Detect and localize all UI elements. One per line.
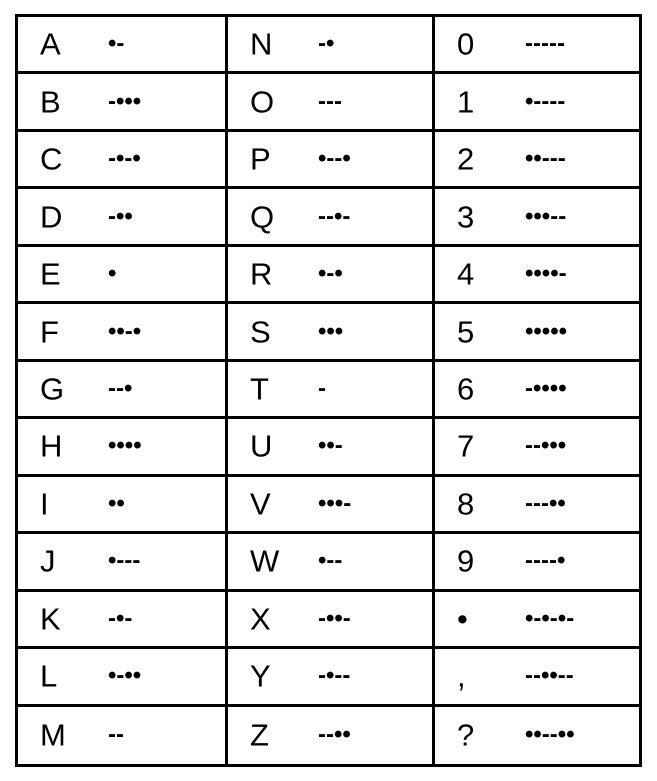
character-label: 5 bbox=[457, 314, 475, 350]
morse-code-label: •--• bbox=[318, 145, 351, 173]
table-cell bbox=[18, 247, 228, 304]
character-label: ? bbox=[457, 717, 475, 753]
morse-code-label: --•- bbox=[318, 202, 351, 230]
character-label: X bbox=[250, 601, 271, 637]
morse-code-label: -••• bbox=[108, 87, 142, 115]
morse-code-label: •• bbox=[108, 489, 125, 517]
character-label: E bbox=[40, 256, 61, 292]
character-label: 1 bbox=[457, 84, 475, 120]
morse-code-label: -••- bbox=[318, 604, 351, 632]
morse-code-label: ••--•• bbox=[525, 721, 575, 749]
table-cell bbox=[435, 132, 639, 189]
morse-code-label: -- bbox=[108, 721, 124, 749]
morse-code-label: ••• bbox=[318, 317, 344, 345]
table-cell bbox=[18, 707, 228, 764]
morse-code-label: ••--- bbox=[525, 145, 566, 173]
table-cell bbox=[435, 189, 639, 246]
character-label: C bbox=[40, 141, 63, 177]
character-label: • bbox=[457, 601, 468, 637]
character-label: G bbox=[40, 371, 65, 407]
character-label: F bbox=[40, 314, 59, 350]
table-cell bbox=[228, 649, 435, 706]
table-cell bbox=[435, 362, 639, 419]
character-label: 3 bbox=[457, 199, 475, 235]
morse-code-label: ---•• bbox=[525, 489, 566, 517]
table-cell bbox=[228, 592, 435, 649]
morse-code-label: --- bbox=[318, 87, 342, 115]
character-label: Q bbox=[250, 199, 275, 235]
morse-code-label: -• bbox=[318, 30, 335, 58]
morse-code-label: ••••- bbox=[525, 260, 567, 288]
character-label: A bbox=[40, 26, 61, 62]
morse-code-label: -•• bbox=[108, 202, 133, 230]
morse-code-label: •••- bbox=[318, 489, 352, 517]
table-cell bbox=[18, 304, 228, 361]
character-label: H bbox=[40, 428, 63, 464]
morse-code-label: -•- bbox=[108, 604, 133, 632]
character-label: J bbox=[40, 543, 56, 579]
character-label: , bbox=[457, 658, 466, 694]
table-cell bbox=[18, 189, 228, 246]
table-cell bbox=[435, 74, 639, 131]
table-cell bbox=[18, 534, 228, 591]
character-label: V bbox=[250, 486, 271, 522]
morse-code-label: --• bbox=[108, 374, 133, 402]
morse-code-label: •--- bbox=[108, 547, 141, 575]
morse-code-label: •-•• bbox=[108, 662, 142, 690]
table-cell bbox=[18, 362, 228, 419]
table-cell bbox=[228, 247, 435, 304]
table-cell bbox=[228, 17, 435, 74]
character-label: R bbox=[250, 256, 273, 292]
table-cell bbox=[435, 534, 639, 591]
morse-code-label: - bbox=[318, 374, 326, 402]
morse-code-label: •-- bbox=[318, 547, 343, 575]
table-cell bbox=[435, 247, 639, 304]
character-label: 9 bbox=[457, 543, 475, 579]
table-cell bbox=[228, 304, 435, 361]
table-cell bbox=[228, 74, 435, 131]
table-cell bbox=[435, 419, 639, 476]
morse-code-label: •••-- bbox=[525, 202, 567, 230]
table-cell bbox=[435, 17, 639, 74]
morse-code-label: ••-• bbox=[108, 317, 142, 345]
morse-code-label: -•-- bbox=[318, 662, 351, 690]
morse-code-label: --•• bbox=[318, 721, 351, 749]
table-cell bbox=[435, 477, 639, 534]
morse-code-label: --••• bbox=[525, 432, 567, 460]
character-label: M bbox=[40, 717, 66, 753]
character-label: 6 bbox=[457, 371, 475, 407]
morse-code-label: •-•-•- bbox=[525, 604, 575, 632]
table-cell bbox=[228, 419, 435, 476]
table-cell bbox=[18, 419, 228, 476]
table-cell bbox=[228, 534, 435, 591]
table-cell bbox=[228, 477, 435, 534]
morse-code-label: ----• bbox=[525, 547, 566, 575]
table-cell bbox=[435, 707, 639, 764]
table-cell bbox=[18, 649, 228, 706]
character-label: 4 bbox=[457, 256, 475, 292]
morse-code-label: --••-- bbox=[525, 662, 574, 690]
table-cell bbox=[228, 189, 435, 246]
morse-code-label: ••••• bbox=[525, 317, 568, 345]
character-label: N bbox=[250, 26, 273, 62]
character-label: I bbox=[40, 486, 49, 522]
character-label: 2 bbox=[457, 141, 475, 177]
character-label: W bbox=[250, 543, 280, 579]
character-label: T bbox=[250, 371, 269, 407]
character-label: S bbox=[250, 314, 271, 350]
morse-code-label: •••• bbox=[108, 432, 142, 460]
morse-code-label: -•••• bbox=[525, 374, 567, 402]
character-label: Z bbox=[250, 717, 269, 753]
character-label: O bbox=[250, 84, 275, 120]
table-cell bbox=[18, 477, 228, 534]
morse-code-label: ----- bbox=[525, 30, 565, 58]
table-cell bbox=[228, 707, 435, 764]
character-label: D bbox=[40, 199, 63, 235]
table-cell bbox=[18, 132, 228, 189]
table-cell bbox=[435, 649, 639, 706]
character-label: U bbox=[250, 428, 273, 464]
table-cell bbox=[435, 592, 639, 649]
character-label: Y bbox=[250, 658, 271, 694]
table-cell bbox=[18, 74, 228, 131]
morse-code-label: •-• bbox=[318, 260, 343, 288]
character-label: 8 bbox=[457, 486, 475, 522]
table-cell bbox=[435, 304, 639, 361]
table-cell bbox=[18, 17, 228, 74]
character-label: 0 bbox=[457, 26, 475, 62]
table-cell bbox=[18, 592, 228, 649]
character-label: P bbox=[250, 141, 271, 177]
character-label: K bbox=[40, 601, 61, 637]
morse-code-label: ••- bbox=[318, 432, 343, 460]
character-label: 7 bbox=[457, 428, 475, 464]
morse-code-label: •- bbox=[108, 30, 125, 58]
table-cell bbox=[228, 362, 435, 419]
character-label: L bbox=[40, 658, 58, 694]
morse-code-label: -•-• bbox=[108, 145, 141, 173]
character-label: B bbox=[40, 84, 61, 120]
morse-code-label: •---- bbox=[525, 87, 566, 115]
table-cell bbox=[228, 132, 435, 189]
morse-code-label: • bbox=[108, 260, 117, 288]
morse-code-table bbox=[15, 14, 642, 767]
